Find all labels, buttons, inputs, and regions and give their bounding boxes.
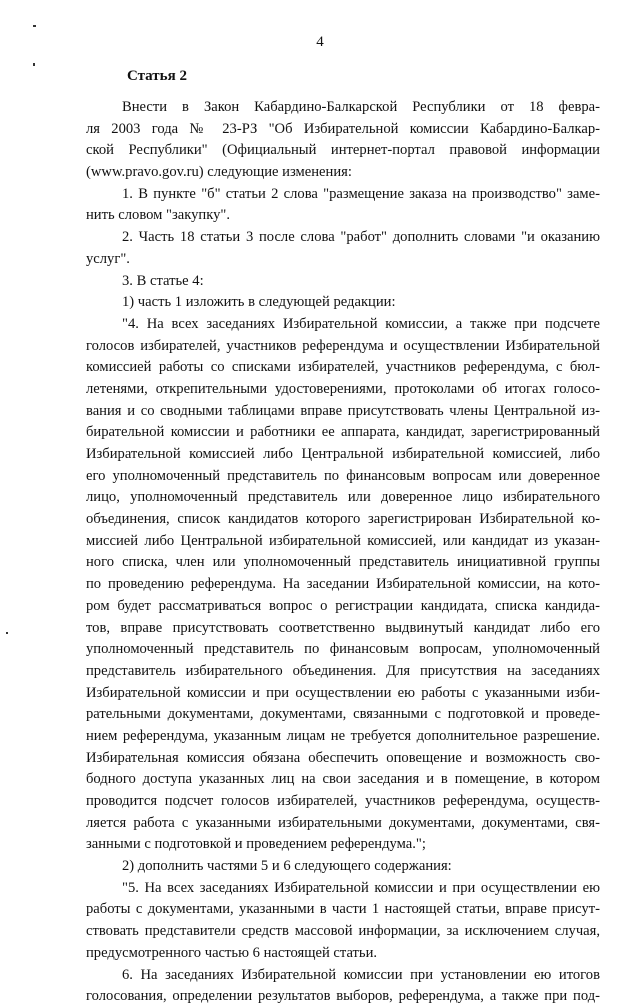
text-line: рательными документами, документами, связанными с подготовкой и проведе-: [86, 706, 600, 723]
text-line: голосов избирателей, участников референдума и осуществлении Избирательной: [86, 337, 600, 354]
text-line: ляется работа с указанными избирательными документами, документами, свя-: [86, 814, 600, 831]
text-line: занными с подготовкой и проведением референдума.";: [86, 836, 426, 853]
text-line: услуг".: [86, 250, 130, 267]
text-line: объединения, список кандидатов которого зарегистрирован Избирательной ко-: [86, 511, 600, 528]
text-line: 1. В пункте "б" статьи 2 слова "размещение заказа на производство" заме-: [122, 185, 600, 202]
text-line: комиссией работы со списками избирателей, участников референдума, с бюл-: [86, 359, 600, 376]
text-line: Избирательной комиссией либо Центральной избирательной комиссией, либо: [86, 446, 600, 462]
document-body: [86, 97, 600, 1008]
text-line: вания и со сводными таблицами вправе присутствовать члены Центральной из-: [86, 402, 600, 419]
text-line: ля 2003 года № 23-РЗ "Об Избирательной комиссии Кабардино-Балкар-: [86, 120, 600, 137]
text-line: нием референдума, указанным лицам не требуется дополнительное разрешение.: [86, 727, 600, 744]
text-line: по проведению референдума. На заседании Избирательной комиссии, на кото-: [86, 576, 600, 593]
text-line: миссией либо Центральной избирательной комиссией, или кандидат из указан-: [86, 532, 600, 549]
text-line: представитель избирательного объединения. Для присутствия на заседаниях: [86, 662, 600, 679]
text-line: ствовать представители средств массовой информации, за исключением случая,: [86, 923, 600, 940]
scan-speck: [33, 25, 36, 27]
text-line: нить словом "закупку".: [86, 207, 231, 224]
text-line: 3. В статье 4:: [122, 272, 204, 289]
text-line: тов, вправе присутствовать соответственно выдвинутый кандидат либо его: [86, 619, 600, 636]
text-line: "4. На всех заседаниях Избирательной комиссии, а также при подсчете: [122, 315, 600, 332]
text-line: ного списка, член или уполномоченный представитель инициативной группы: [86, 554, 600, 571]
text-line: ром будет рассматриваться вопрос о регистрации кандидата, списка кандида-: [86, 597, 600, 614]
text-line: бирательной комиссии и работники ее аппарата, кандидат, зарегистрированный: [86, 424, 600, 441]
text-line: проводится подсчет голосов избирателей, участников референдума, осуществ-: [86, 793, 600, 809]
text-line: 6. На заседаниях Избирательной комиссии при установлении ею итогов: [122, 966, 600, 983]
text-line: Внести в Закон Кабардино-Балкарской Республики от 18 февра-: [122, 99, 600, 115]
text-line: предусмотренного частью 6 настоящей статьи.: [86, 944, 378, 961]
text-line: летенями, открепительными удостоверениями, протоколами об итогах голосо-: [86, 380, 600, 397]
text-line: лицо, уполномоченный представитель или доверенное лицо избирательного: [86, 489, 600, 506]
article-heading: Статья 2: [127, 68, 187, 84]
text-line: 2. Часть 18 статьи 3 после слова "работ" дополнить словами "и оказанию: [122, 229, 600, 246]
text-line: 2) дополнить частями 5 и 6 следующего содержания:: [122, 858, 452, 875]
text-line: Избирательная комиссия обязана обеспечить оповещение и возможность сво-: [86, 749, 600, 766]
text-line: уполномоченный представитель по финансовым вопросам, уполномоченный: [86, 641, 600, 658]
text-line: ской Республики" (Официальный интернет-портал правовой информации: [86, 142, 600, 159]
text-line: "5. На всех заседаниях Избирательной комиссии и при осуществлении ею: [122, 879, 600, 896]
page-number: 4: [316, 34, 324, 50]
scan-speck: [6, 632, 8, 634]
text-line: бодного доступа указанных лиц на свои заседания и в помещение, в котором: [86, 771, 600, 788]
text-line: голосования, определении результатов выборов, референдума, а также при под-: [86, 988, 600, 1005]
text-line: работы с документами, указанными в части 1 настоящей статьи, вправе присут-: [86, 901, 600, 918]
scan-speck: [33, 63, 35, 66]
text-line: (www.pravo.gov.ru) следующие изменения:: [86, 164, 352, 181]
text-line: 1) часть 1 изложить в следующей редакции:: [122, 294, 396, 311]
text-line: его уполномоченный представитель по финансовым вопросам или доверенное: [86, 467, 600, 484]
text-line: Избирательной комиссии и при осуществлении ею работы с указанными изби-: [86, 684, 600, 701]
